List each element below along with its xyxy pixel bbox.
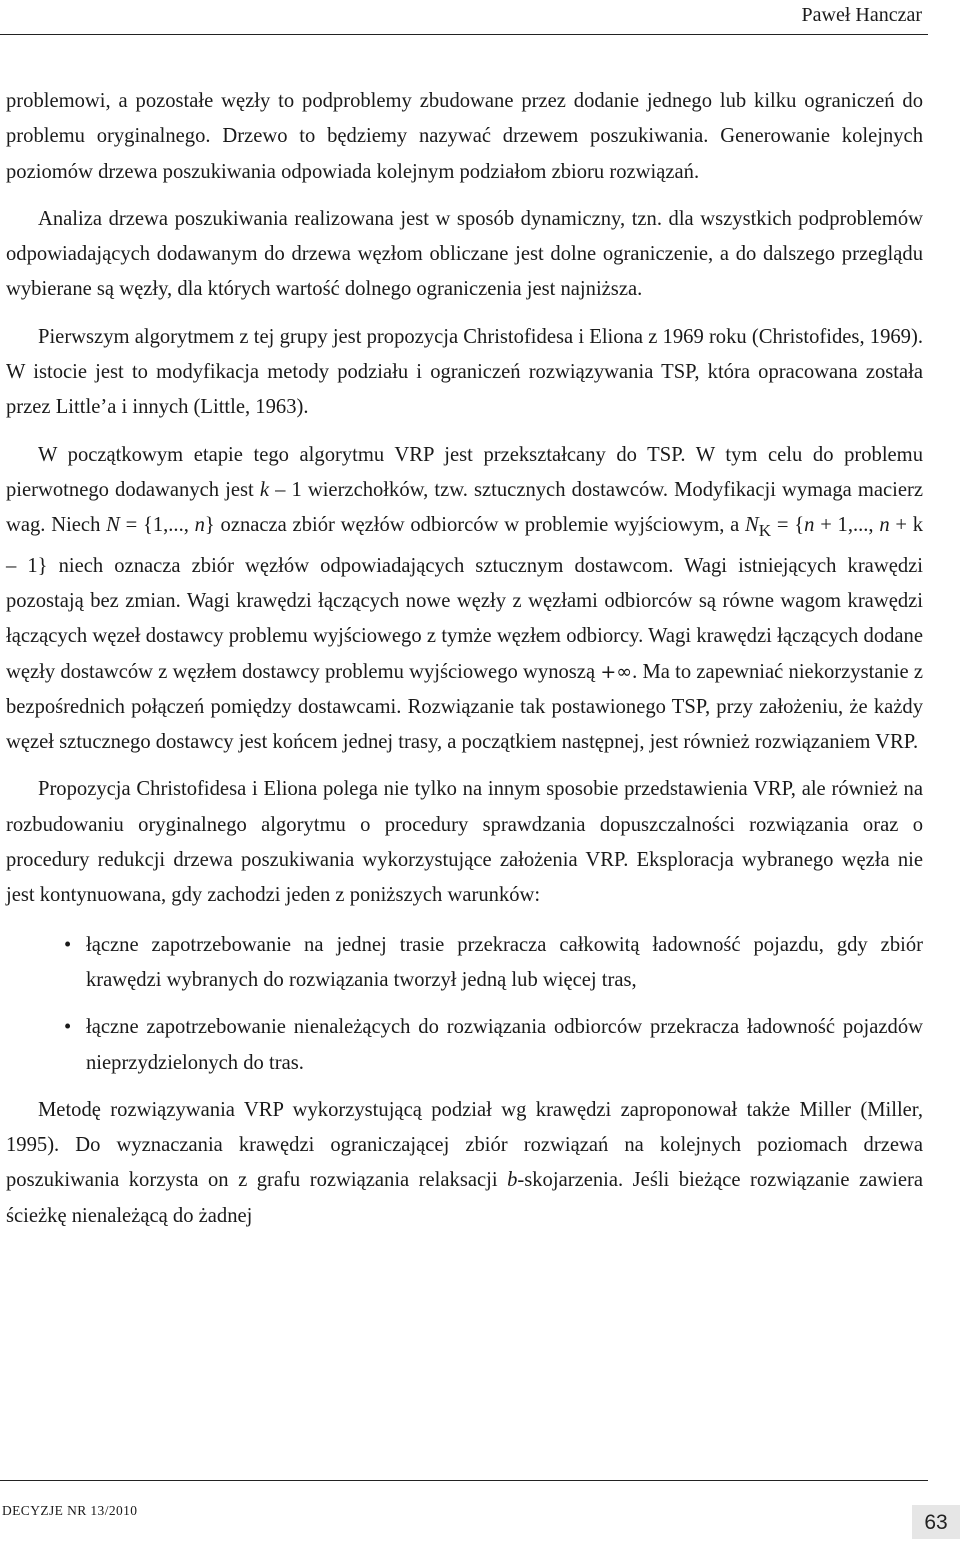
paragraph-4 <box>6 438 923 761</box>
list-item <box>6 1010 923 1081</box>
subscript-K: K <box>758 521 772 541</box>
bullet-icon: • <box>64 1016 72 1039</box>
p6-text-2: -skojarzenia. Jeśli bieżące rozwiązanie zawiera ścieżkę nienależącą do żadnej <box>6 1169 924 1227</box>
plus-infinity-symbol: +∞ <box>600 660 633 683</box>
p6-text-1: Metodę rozwiązywania VRP wykorzystującą podział wg krawędzi zaproponował także Miller (Miller, 1995). Do wyznaczania krawędzi ograniczającej zbiór rozwiązań na kolejnych poziomach drzewa poszukiwania korzysta on z grafu rozwiązania relaksacji <box>6 1098 923 1192</box>
footer-journal-issue: DECYZJE NR 13/2010 <box>2 1503 138 1518</box>
p4-text-5: = { <box>771 514 805 537</box>
list-item <box>6 928 923 999</box>
article-body <box>6 84 923 1234</box>
p4-text-7: + k – 1} niech oznacza zbiór węzłów odpowiadających sztucznym dostawcom. Wagi istniejących krawędzi pozostają bez zmian. Wagi krawędzi łączących nowe węzły z węzłami odbiorców są równe wagom krawędzi łączących węzeł dostawcy problemu wyjściowego z tymże węzłem odbiorcy. Wagi krawędzi łączących dodane węzły dostawców z węzłem dostawcy problemu wyjściowego wynoszą <box>6 514 923 683</box>
p4-text-6: + 1,..., <box>814 514 880 537</box>
footer-divider <box>0 1480 928 1481</box>
variable-k: k <box>259 478 269 501</box>
variable-N-K: N <box>745 514 759 537</box>
paragraph-5: Propozycja Christofidesa i Eliona polega nie tylko na innym sposobie przedstawienia VRP, ale również na rozbudowaniu oryginalnego algorytmu o procedury sprawdzania dopuszczalności rozwiązania oraz o procedury redukcji drzewa poszukiwania wykorzystujące założenia VRP. Eksploracja wybranego węzła nie jest kontynuowana, gdy zachodzi jeden z poniższych warunków: <box>6 778 923 907</box>
header-divider <box>0 34 928 35</box>
list-item-text: łączne zapotrzebowanie na jednej trasie przekracza całkowitą ładowność pojazdu, gdy zbiór krawędzi wybranych do rozwiązania tworzył jedną lub więcej tras, <box>86 933 923 991</box>
paragraph-2: Analiza drzewa poszukiwania realizowana jest w sposób dynamiczny, tzn. dla wszystkich podproblemów odpowiadających dodawanym do drzewa węzłom obliczane jest dolne ograniczenie, a do dalszego przeglądu wybierane są węzły, dla których wartość dolnego ograniczenia jest najniższa. <box>6 207 923 301</box>
conditions-list <box>6 928 923 1081</box>
list-item-text: łączne zapotrzebowanie nienależących do rozwiązania odbiorców przekracza ładowność pojazdów nieprzydzielonych do tras. <box>86 1016 923 1074</box>
p4-text-4: } oznacza zbiór węzłów odbiorców w problemie wyjściowym, a <box>204 514 746 537</box>
variable-b: b <box>507 1169 518 1192</box>
variable-n: n <box>804 514 815 537</box>
page-number: 63 <box>912 1505 960 1539</box>
paragraph-1: problemowi, a pozostałe węzły to podproblemy zbudowane przez dodanie jednego lub kilku ograniczeń do problemu oryginalnego. Drzewo to będziemy nazywać drzewem poszukiwania. Generowanie kolejnych poziomów drzewa poszukiwania odpowiada kolejnym podziałom zbioru rozwiązań. <box>6 90 923 183</box>
p4-text-8: . Ma to zapewniać niekorzystanie z bezpośrednich połączeń pomiędzy dostawcami. Rozwiązanie tak postawionego TSP, przy założeniu, że każdy węzeł sztucznego dostawcy jest końcem jednej trasy, a początkiem następnej, jest również rozwiązaniem VRP. <box>6 660 923 754</box>
p4-text-2: – 1 wierzchołków, tzw. sztucznych dostawców. Modyfikacji wymaga macierz wag. Niech <box>6 478 923 537</box>
p4-text-3: = {1,..., <box>119 514 195 537</box>
variable-n: n <box>879 514 890 537</box>
running-header-author: Paweł Hanczar <box>801 4 922 26</box>
variable-n: n <box>194 514 205 537</box>
bullet-icon: • <box>64 933 72 956</box>
p4-text-1: W początkowym etapie tego algorytmu VRP jest przekształcany do TSP. W tym celu do problemu pierwotnego dodawanych jest <box>6 443 923 501</box>
paragraph-6 <box>6 1093 923 1234</box>
paragraph-3: Pierwszym algorytmem z tej grupy jest propozycja Christofidesa i Eliona z 1969 roku (Christofides, 1969). W istocie jest to modyfikacja metody podziału i ograniczeń rozwiązywania TSP, która opracowana została przez Little’a i innych (Little, 1963). <box>6 325 923 419</box>
variable-N: N <box>106 514 120 537</box>
